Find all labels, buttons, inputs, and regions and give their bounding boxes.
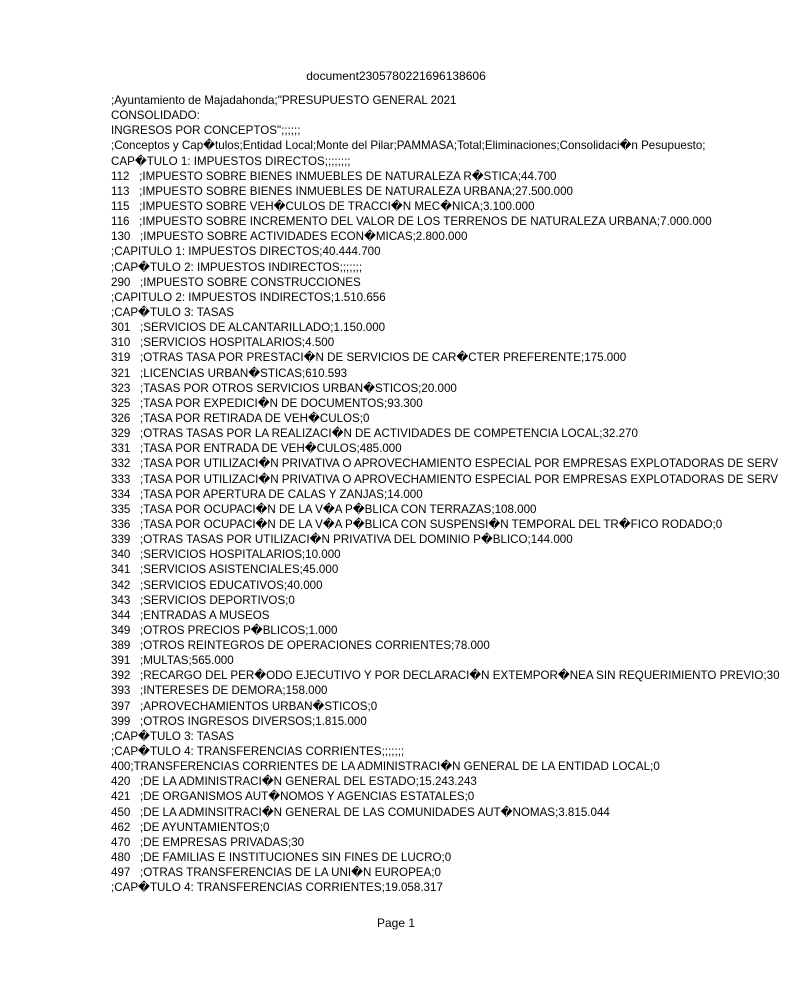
text-line: CAP�TULO 1: IMPUESTOS DIRECTOS;;;;;;;;	[111, 154, 351, 168]
text-line: 115 ;IMPUESTO SOBRE VEH�CULOS DE TRACCI�N MEC�NICA;3.100.000	[111, 199, 535, 213]
text-line: 393 ;INTERESES DE DEMORA;158.000	[111, 684, 328, 698]
text-line: ;CAP�TULO 4: TRANSFERENCIAS CORRIENTES;19.058.317	[111, 881, 443, 895]
text-line: 497 ;OTRAS TRANSFERENCIAS DE LA UNI�N EUROPEA;0	[111, 866, 441, 880]
text-line: 325 ;TASA POR EXPEDICI�N DE DOCUMENTOS;93.300	[111, 396, 423, 410]
text-line: 310 ;SERVICIOS HOSPITALARIOS;4.500	[111, 336, 335, 350]
text-line: 344 ;ENTRADAS A MUSEOS	[111, 608, 270, 622]
text-line: ;Ayuntamiento de Majadahonda;"PRESUPUESTO GENERAL 2021	[111, 94, 457, 107]
text-line: 319 ;OTRAS TASA POR PRESTACI�N DE SERVICIOS DE CAR�CTER PREFERENTE;175.000	[111, 351, 627, 365]
text-line: 339 ;OTRAS TASAS POR UTILIZACI�N PRIVATIVA DEL DOMINIO P�BLICO;144.000	[111, 533, 573, 547]
document-body	[111, 93, 792, 895]
text-line: 323 ;TASAS POR OTROS SERVICIOS URBAN�STICOS;20.000	[111, 381, 457, 395]
text-line: 301 ;SERVICIOS DE ALCANTARILLADO;1.150.000	[111, 321, 386, 335]
page-number: Page 1	[376, 916, 416, 930]
text-line: INGRESOS POR CONCEPTOS";;;;;;	[111, 124, 301, 138]
text-line: 349 ;OTROS PRECIOS P�BLICOS;1.000	[111, 623, 338, 637]
text-line: 334 ;TASA POR APERTURA DE CALAS Y ZANJAS;14.000	[111, 487, 423, 501]
text-line: 321 ;LICENCIAS URBAN�STICAS;610.593	[111, 366, 348, 380]
text-line: 421 ;DE ORGANISMOS AUT�NOMOS Y AGENCIAS ESTATALES;0	[111, 790, 475, 804]
text-line: 391 ;MULTAS;565.000	[111, 654, 234, 668]
text-line: ;Conceptos y Cap�tulos;Entidad Local;Monte del Pilar;PAMMASA;Total;Eliminaciones;Consolidaci�n Pesupuesto;	[111, 139, 706, 153]
text-line: 420 ;DE LA ADMINISTRACI�N GENERAL DEL ESTADO;15.243.243	[111, 775, 477, 789]
text-line: 326 ;TASA POR RETIRADA DE VEH�CULOS;0	[111, 411, 370, 425]
text-line: 400;TRANSFERENCIAS CORRIENTES DE LA ADMINISTRACI�N GENERAL DE LA ENTIDAD LOCAL;0	[111, 760, 660, 774]
text-line: 112 ;IMPUESTO SOBRE BIENES INMUEBLES DE NATURALEZA R�STICA;44.700	[111, 169, 557, 183]
text-line: ;CAPITULO 1: IMPUESTOS DIRECTOS;40.444.700	[111, 245, 381, 259]
text-line: 392 ;RECARGO DEL PER�ODO EJECUTIVO Y POR DECLARACI�N EXTEMPOR�NEA SIN REQUERIMIENTO PREVIO;30	[111, 669, 780, 683]
text-line: 116 ;IMPUESTO SOBRE INCREMENTO DEL VALOR DE LOS TERRENOS DE NATURALEZA URBANA;7.000.000	[111, 215, 712, 229]
document-title: document2305780221696138606	[306, 69, 486, 83]
text-line: 343 ;SERVICIOS DEPORTIVOS;0	[111, 593, 295, 607]
text-line: ;CAP�TULO 3: TASAS	[111, 305, 234, 319]
text-line: CONSOLIDADO:	[111, 109, 200, 123]
text-line: 480 ;DE FAMILIAS E INSTITUCIONES SIN FINES DE LUCRO;0	[111, 851, 452, 865]
text-line: 341 ;SERVICIOS ASISTENCIALES;45.000	[111, 563, 339, 577]
text-line: 290 ;IMPUESTO SOBRE CONSTRUCCIONES	[111, 275, 361, 289]
text-line: 450 ;DE LA ADMINSITRACI�N GENERAL DE LAS COMUNIDADES AUT�NOMAS;3.815.044	[111, 805, 610, 819]
text-line: 335 ;TASA POR OCUPACI�N DE LA V�A P�BLICA CON TERRAZAS;108.000	[111, 502, 537, 516]
text-line: 331 ;TASA POR ENTRADA DE VEH�CULOS;485.000	[111, 442, 402, 456]
text-line: 399 ;OTROS INGRESOS DIVERSOS;1.815.000	[111, 714, 367, 728]
text-line: 389 ;OTROS REINTEGROS DE OPERACIONES CORRIENTES;78.000	[111, 639, 490, 653]
text-line: ;CAP�TULO 2: IMPUESTOS INDIRECTOS;;;;;;;	[111, 260, 363, 274]
text-line: 397 ;APROVECHAMIENTOS URBAN�STICOS;0	[111, 699, 378, 713]
text-line: 332 ;TASA POR UTILIZACI�N PRIVATIVA O APROVECHAMIENTO ESPECIAL POR EMPRESAS EXPLOTADORAS DE SERV	[111, 457, 779, 471]
text-line: 342 ;SERVICIOS EDUCATIVOS;40.000	[111, 578, 323, 592]
text-line: 340 ;SERVICIOS HOSPITALARIOS;10.000	[111, 548, 341, 562]
text-line: 130 ;IMPUESTO SOBRE ACTIVIDADES ECON�MICAS;2.800.000	[111, 230, 468, 244]
text-line: ;CAPITULO 2: IMPUESTOS INDIRECTOS;1.510.656	[111, 290, 386, 304]
text-line: 113 ;IMPUESTO SOBRE BIENES INMUEBLES DE NATURALEZA URBANA;27.500.000	[111, 184, 573, 198]
text-line: 336 ;TASA POR OCUPACI�N DE LA V�A P�BLICA CON SUSPENSI�N TEMPORAL DEL TR�FICO RODADO;0	[111, 517, 723, 531]
text-line: 462 ;DE AYUNTAMIENTOS;0	[111, 820, 270, 834]
text-line: 470 ;DE EMPRESAS PRIVADAS;30	[111, 835, 305, 849]
text-line: 329 ;OTRAS TASAS POR LA REALIZACI�N DE ACTIVIDADES DE COMPETENCIA LOCAL;32.270	[111, 427, 638, 441]
text-line: ;CAP�TULO 4: TRANSFERENCIAS CORRIENTES;;;;;;;	[111, 745, 405, 759]
text-line: 333 ;TASA POR UTILIZACI�N PRIVATIVA O APROVECHAMIENTO ESPECIAL POR EMPRESAS EXPLOTADORAS DE SERV	[111, 472, 779, 486]
text-line: ;CAP�TULO 3: TASAS	[111, 729, 234, 743]
